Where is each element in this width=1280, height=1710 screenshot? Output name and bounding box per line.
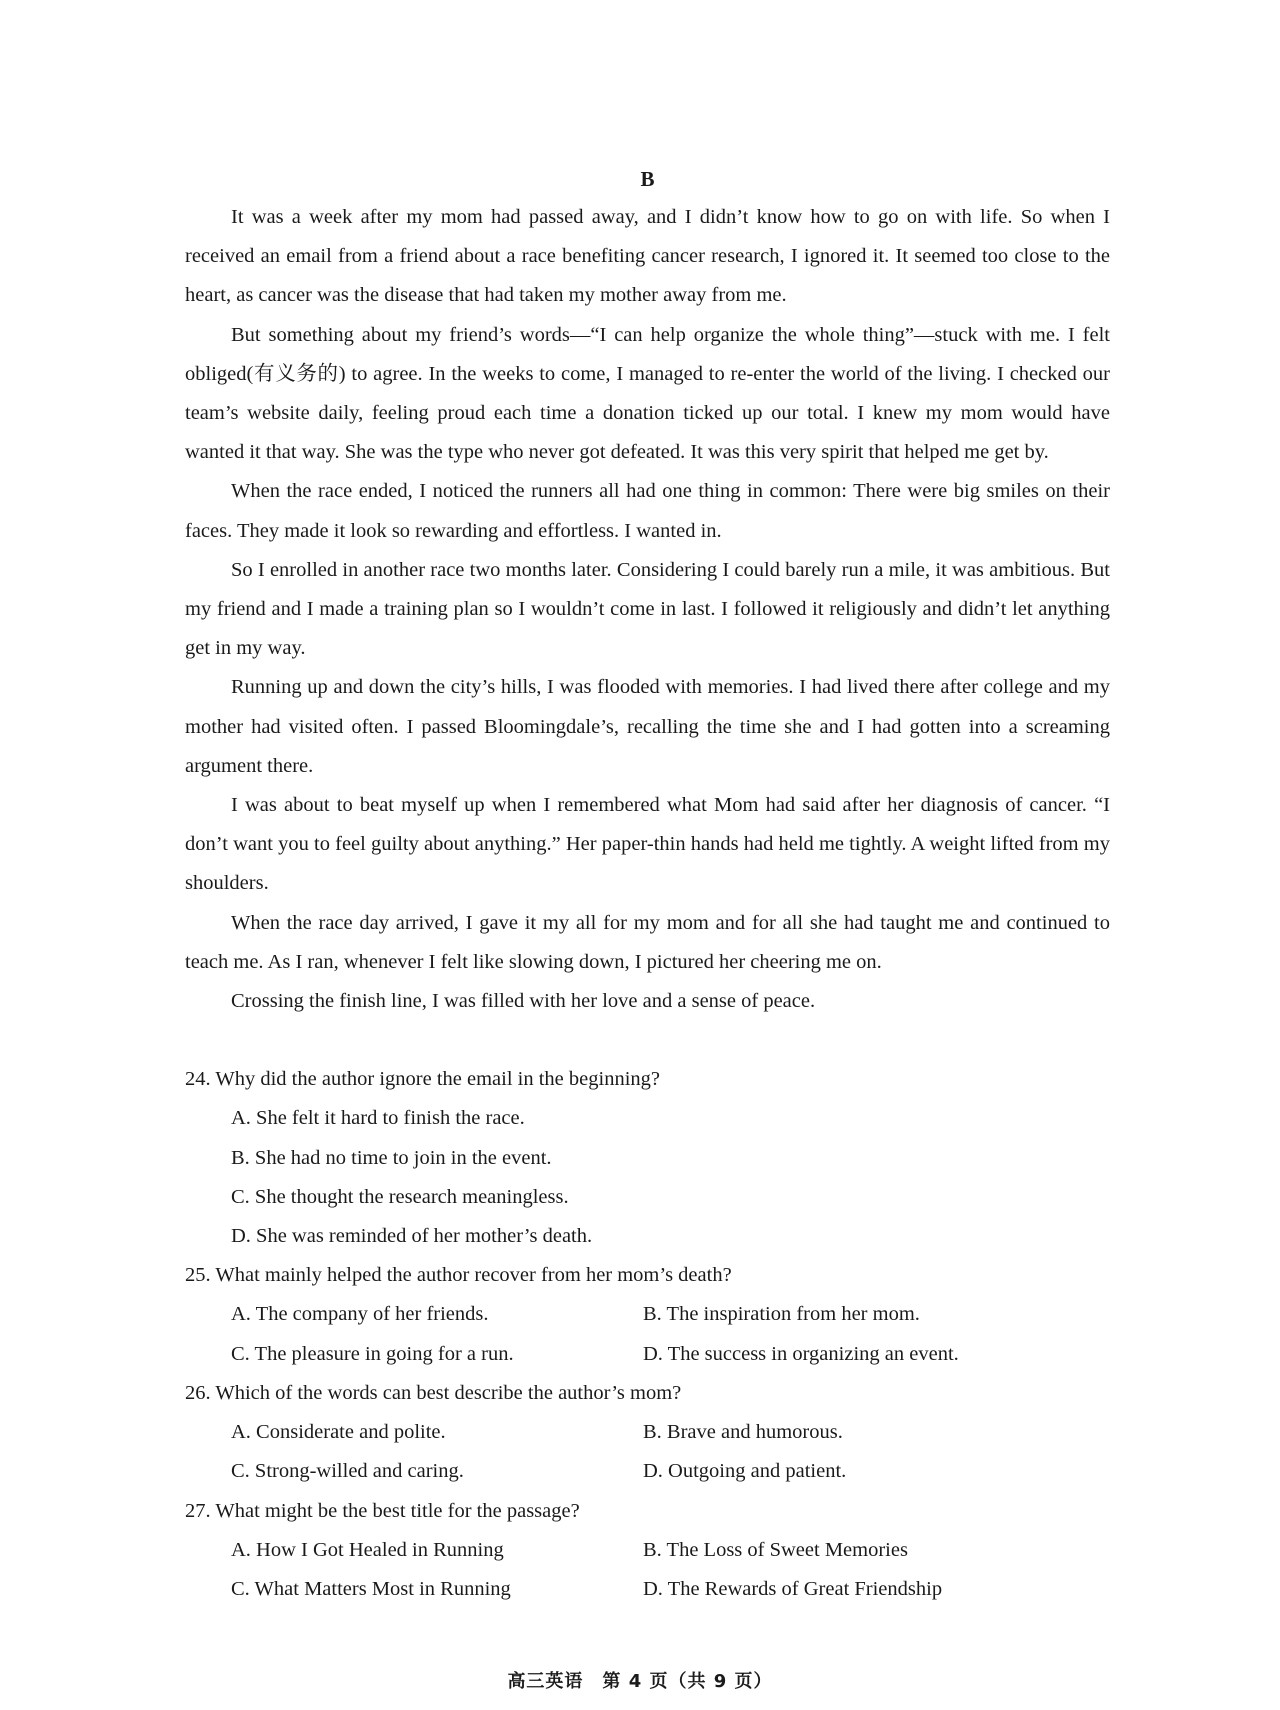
passage-paragraph: I was about to beat myself up when I remembered what Mom had said after her diagnosis of cancer. “I don’t want you to feel guilty about anything.” Her paper-thin hands had held me tightly. A weight lifted from my shoulders. (185, 794, 1110, 895)
passage-paragraph: It was a week after my mom had passed away, and I didn’t know how to go on with life. So when I received an email from a friend about a race benefiting cancer research, I ignored it. It seemed too close to the heart, as cancer was the disease that had taken my mother away from me. (185, 206, 1110, 307)
option-d: D. The success in organizing an event. (643, 1342, 959, 1365)
option-row (185, 1531, 1110, 1570)
option-row (185, 1335, 1110, 1374)
option-a: A. The company of her friends. (231, 1303, 489, 1326)
option-row (185, 1452, 1110, 1491)
option-a: A. How I Got Healed in Running (231, 1538, 504, 1561)
passage-paragraph: When the race ended, I noticed the runners all had one thing in common: There were big smiles on their faces. They made it look so rewarding and effortless. I wanted in. (185, 480, 1110, 542)
option-c: C. What Matters Most in Running (231, 1577, 511, 1600)
option-b: B. The Loss of Sweet Memories (643, 1538, 908, 1561)
exam-page (185, 160, 1110, 1609)
option-b: B. She had no time to join in the event. (231, 1146, 552, 1169)
passage-paragraph: Crossing the finish line, I was filled with her love and a sense of peace. (231, 990, 816, 1013)
question-list (185, 1060, 1110, 1609)
option-c: C. Strong-willed and caring. (231, 1460, 464, 1483)
question-24 (185, 1060, 1110, 1256)
option-b: B. Brave and humorous. (643, 1421, 843, 1444)
option-c: C. She thought the research meaningless. (231, 1185, 569, 1208)
question-stem: 27. What might be the best title for the passage? (185, 1499, 580, 1522)
option-row (185, 1570, 1110, 1609)
option-d: D. The Rewards of Great Friendship (643, 1577, 943, 1600)
reading-passage (185, 198, 1110, 1021)
passage-paragraph: So I enrolled in another race two months later. Considering I could barely run a mile, it was ambitious. But my friend and I made a training plan so I wouldn’t come in last. I followed it religiously and didn’t let anything get in my way. (185, 558, 1110, 660)
question-stem: 25. What mainly helped the author recover from her mom’s death? (185, 1264, 732, 1287)
passage-paragraph: When the race day arrived, I gave it my all for my mom and for all she had taught me and continued to teach me. As I ran, whenever I felt like slowing down, I pictured her cheering me on. (185, 911, 1110, 973)
option-a: A. Considerate and polite. (231, 1421, 446, 1444)
passage-paragraph: But something about my friend’s words—“I can help organize the whole thing”—stuck with me. I felt obliged(有义务的) to agree. In the weeks to come, I managed to re-enter the world of the living. I checked our team’s website daily, feeling proud each time a donation ticked up our total. I knew my mom would have wanted it that way. She was the type who never got defeated. It was this very spirit that helped me get by. (185, 323, 1110, 464)
option-row (185, 1413, 1110, 1452)
section-title: B (640, 167, 655, 191)
question-27 (185, 1492, 1110, 1610)
option-d: D. She was reminded of her mother’s death. (231, 1225, 593, 1248)
option-d: D. Outgoing and patient. (643, 1460, 847, 1483)
option-row (185, 1295, 1110, 1334)
question-25 (185, 1256, 1110, 1374)
page-footer: 高三英语 第 4 页（共 9 页） (507, 1671, 773, 1692)
passage-paragraph: Running up and down the city’s hills, I was flooded with memories. I had lived there after college and my mother had visited often. I passed Bloomingdale’s, recalling the time she and I had gotten into a screaming argument there. (185, 676, 1110, 777)
option-b: B. The inspiration from her mom. (643, 1303, 920, 1326)
question-stem: 26. Which of the words can best describe the author’s mom? (185, 1381, 682, 1404)
question-26 (185, 1374, 1110, 1492)
option-a: A. She felt it hard to finish the race. (231, 1107, 525, 1130)
question-stem: 24. Why did the author ignore the email in the beginning? (185, 1068, 660, 1091)
option-c: C. The pleasure in going for a run. (231, 1342, 514, 1365)
